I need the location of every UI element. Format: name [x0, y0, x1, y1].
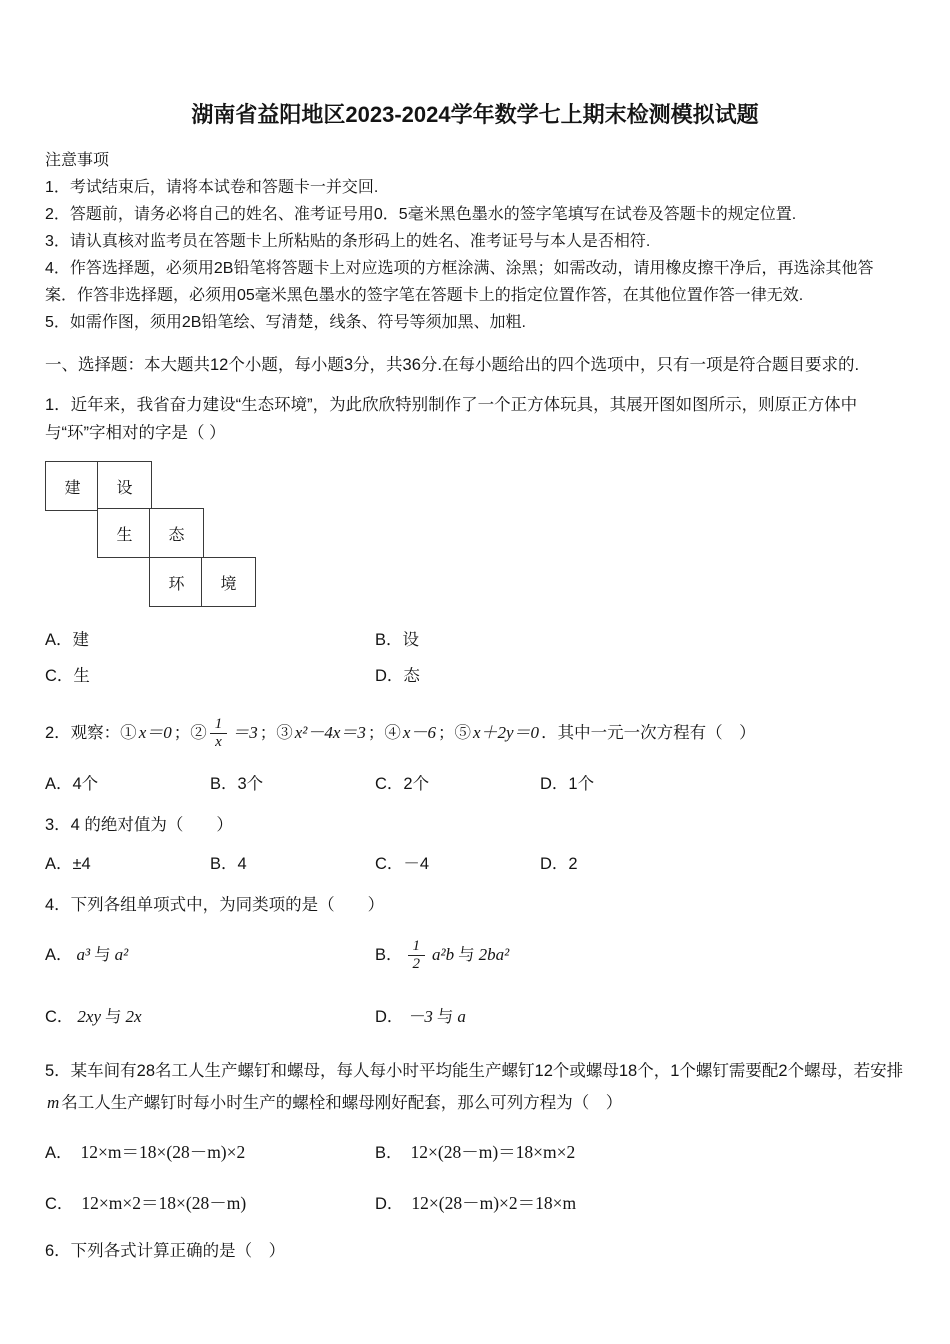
- question-1-options: [45, 625, 905, 691]
- q2-text-part: ；③: [259, 724, 293, 742]
- option-c: [45, 991, 375, 1043]
- q5-text-part: 名工人生产螺钉时每小时生产的螺栓和螺母刚好配套，那么可列方程为（ ）: [61, 1094, 623, 1112]
- question-2-text: [45, 707, 905, 759]
- notice-heading: 注意事项: [45, 152, 110, 169]
- equation: 12×(28－m)×2＝18×m: [411, 1193, 577, 1213]
- question-1-text: 1．近年来，我省奋力建设“生态环境”，为此欣欣特别制作了一个正方体玩具，其展开图如图所示，则原正方体中与“环”字相对的字是（ ）: [45, 396, 858, 442]
- q2-equation-2: ＝3: [232, 723, 258, 742]
- conjunction: 与: [436, 1008, 454, 1026]
- fraction-1-over-2: [408, 938, 426, 973]
- notice-item-5: 5．如需作图，须用2B铅笔绘、写清楚，线条、符号等须加黑、加粗.: [45, 314, 526, 331]
- conjunction: 与: [458, 946, 475, 964]
- question-6: [45, 1237, 905, 1265]
- option-d: [375, 991, 905, 1043]
- monomial: －3: [407, 1007, 433, 1026]
- option-c: [45, 1186, 375, 1221]
- monomial: 2ba²: [478, 945, 510, 964]
- option-b: B．3个: [210, 775, 264, 793]
- question-6-text: 6．下列各式计算正确的是（ ）: [45, 1242, 286, 1260]
- question-5-options-ab: [45, 1135, 905, 1170]
- net-cell-sheng: 生: [97, 508, 152, 558]
- option-label: D．: [375, 1008, 404, 1026]
- variable-m: m: [47, 1093, 60, 1112]
- q2-text-part: ；⑤: [437, 724, 471, 742]
- option-b: B．设: [375, 631, 420, 649]
- q2-equation-5: x＋2y＝0: [472, 723, 540, 742]
- question-3-text: 3．4 的绝对值为（ ）: [45, 816, 233, 834]
- option-label: D．: [375, 1195, 404, 1213]
- monomial: a²b: [432, 945, 455, 964]
- conjunction: 与: [94, 946, 111, 964]
- fraction-denominator: x: [215, 733, 222, 750]
- fraction-numerator: 1: [408, 938, 426, 956]
- q5-text-part: 5．某车间有28名工人生产螺钉和螺母，每人每小时平均能生产螺钉12个或螺母18个，1个螺钉需要配2个螺母，若安排: [45, 1062, 904, 1080]
- option-a: A．建: [45, 631, 90, 649]
- q2-equation-3: x²－4x＝3: [294, 723, 366, 742]
- option-c: C．生: [45, 667, 90, 685]
- question-4-text: 4．下列各组单项式中，为同类项的是（ ）: [45, 896, 385, 914]
- question-3: [45, 811, 905, 879]
- notice-item-4: 4．作答选择题，必须用2B铅笔将答题卡上对应选项的方框涂满、涂黑；如需改动，请用橡皮擦干净后，再选涂其他答案．作答非选择题，必须用05毫米黑色墨水的签字笔在答题卡上的指定位置作答，在其他位置作答一律无效.: [45, 260, 874, 304]
- q2-text-part: ．其中一元一次方程有（ ）: [541, 724, 756, 742]
- notice-item-1: 1．考试结束后，请将本试卷和答题卡一并交回.: [45, 179, 379, 196]
- monomial: 2x: [125, 1007, 142, 1026]
- question-5-text: [45, 1055, 905, 1119]
- option-a: A．±4: [45, 855, 91, 873]
- notice-item-2: 2．答题前，请务必将自己的姓名、准考证号用0．5毫米黑色墨水的签字笔填写在试卷及答题卡的规定位置.: [45, 206, 797, 223]
- fraction-denominator: 2: [412, 955, 421, 972]
- monomial: a³: [76, 945, 91, 964]
- notice-item-3: 3．请认真核对监考员在答题卡上所粘贴的条形码上的姓名、准考证号与本人是否相符.: [45, 233, 651, 250]
- option-label: A．: [45, 1144, 73, 1162]
- option-label: A．: [45, 946, 73, 964]
- question-4-options-cd: [45, 991, 905, 1043]
- option-d: [375, 1186, 905, 1221]
- option-d: D．2: [540, 855, 578, 873]
- option-c: C．－4: [375, 855, 430, 873]
- option-d: D．1个: [540, 775, 595, 793]
- notice-section: [45, 148, 905, 336]
- net-cell-jing: 境: [201, 557, 256, 607]
- question-3-options: [45, 849, 905, 879]
- option-d: D．态: [375, 667, 420, 685]
- question-4: [45, 891, 905, 1043]
- net-cell-huan: 环: [149, 557, 204, 607]
- cube-net-diagram: [45, 461, 257, 605]
- q2-text-part: 2．观察：①: [45, 724, 137, 742]
- equation: 12×(28－m)＝18×m×2: [410, 1142, 576, 1162]
- equation: 12×m＝18×(28－m)×2: [80, 1142, 246, 1162]
- monomial: a²: [114, 945, 129, 964]
- option-b: [375, 929, 905, 981]
- question-2: [45, 707, 905, 799]
- question-1: [45, 391, 905, 691]
- fraction-1-over-x: [210, 716, 228, 751]
- option-label: B．: [375, 946, 403, 964]
- option-a: [45, 1135, 375, 1170]
- question-2-options: [45, 769, 905, 799]
- option-c: C．2个: [375, 775, 430, 793]
- option-b: B．4: [210, 855, 247, 873]
- equation: 12×m×2＝18×(28－m): [81, 1193, 247, 1213]
- net-cell-she: 设: [97, 461, 152, 511]
- option-label: C．: [45, 1008, 74, 1026]
- paper-title: 湖南省益阳地区2023-2024学年数学七上期末检测模拟试题: [191, 102, 759, 127]
- monomial: 2xy: [77, 1007, 102, 1026]
- q2-equation-1: x＝0: [138, 723, 172, 742]
- fraction-numerator: 1: [210, 716, 228, 734]
- question-5: [45, 1055, 905, 1221]
- conjunction: 与: [105, 1008, 122, 1026]
- section-1-heading: 一、选择题：本大题共12个小题，每小题3分，共36分.在每小题给出的四个选项中，只有一项是符合题目要求的.: [45, 356, 860, 374]
- option-a: [45, 929, 375, 981]
- question-4-options-ab: [45, 929, 905, 981]
- monomial: a: [457, 1007, 466, 1026]
- option-label: C．: [45, 1195, 74, 1213]
- option-a: A．4个: [45, 775, 99, 793]
- question-5-options-cd: [45, 1186, 905, 1221]
- option-label: B．: [375, 1144, 403, 1162]
- net-cell-jian: 建: [45, 461, 100, 511]
- option-b: [375, 1135, 905, 1170]
- q2-text-part: ；②: [173, 724, 207, 742]
- q2-text-part: ；④: [367, 724, 401, 742]
- q2-equation-4: x－6: [402, 723, 436, 742]
- net-cell-tai: 态: [149, 508, 204, 558]
